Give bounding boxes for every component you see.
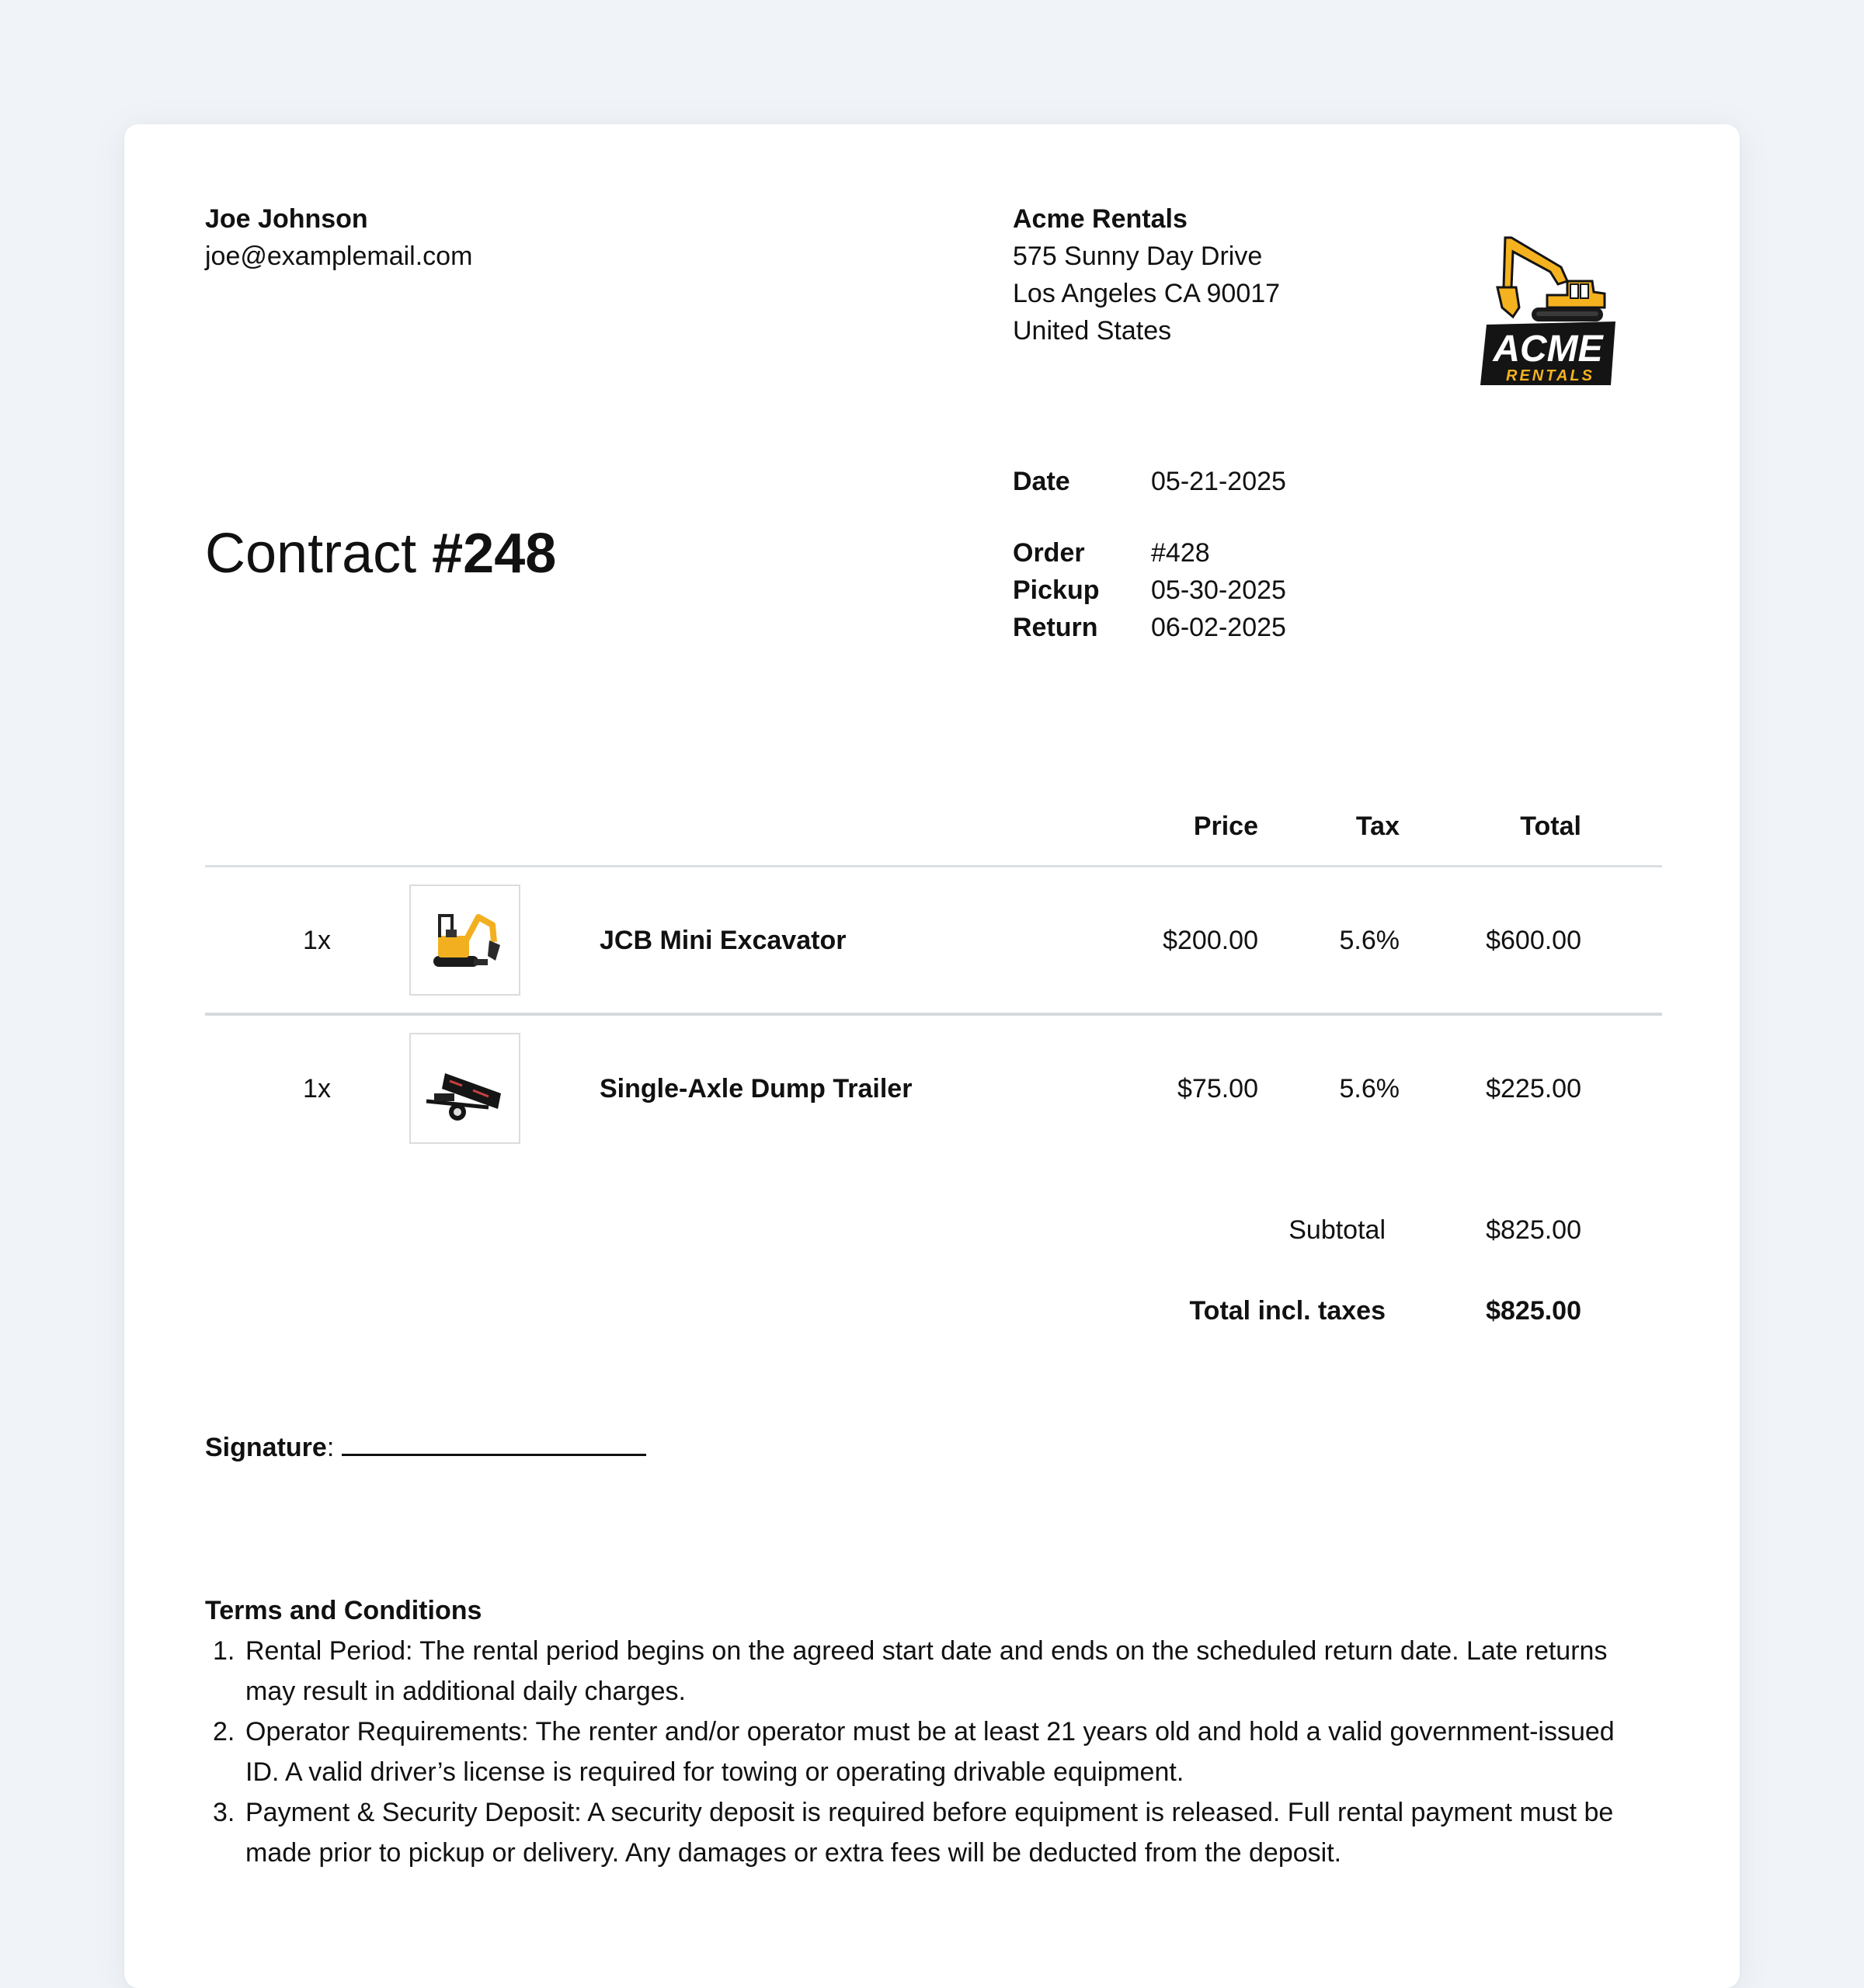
contract-number: #248 bbox=[432, 523, 557, 585]
table-row bbox=[205, 1016, 1662, 1161]
company-country: United States bbox=[1013, 316, 1172, 346]
signature-label: Signature bbox=[205, 1433, 327, 1462]
contract-title-prefix: Contract bbox=[205, 523, 417, 585]
customer-email: joe@examplemail.com bbox=[205, 242, 473, 271]
terms-item: 2. Operator Requirements: The renter and/or operator must be at least 21 years old and hold a valid government-issued ID. A valid driver’s license is required for towing or operating drivable equipment. bbox=[213, 1717, 1615, 1787]
item-tax: 5.6% bbox=[1339, 1074, 1400, 1103]
signature-line[interactable] bbox=[342, 1430, 646, 1456]
terms-heading: Terms and Conditions bbox=[205, 1596, 482, 1625]
meta-return-label: Return bbox=[1013, 613, 1098, 642]
terms-list bbox=[205, 1631, 1634, 1873]
mini-excavator-image bbox=[409, 885, 520, 996]
meta-date-label: Date bbox=[1013, 467, 1070, 496]
terms-item-text: Operator Requirements: The renter and/or operator must be at least 21 years old and hold a valid government-issued ID. A valid driver’s license is required for towing or operating drivable equipment. bbox=[245, 1717, 1615, 1787]
total-row bbox=[205, 1292, 1662, 1373]
item-quantity: 1x bbox=[303, 926, 331, 955]
item-quantity: 1x bbox=[303, 1074, 331, 1103]
subtotal-row bbox=[205, 1211, 1662, 1292]
item-tax: 5.6% bbox=[1339, 926, 1400, 955]
page-title bbox=[205, 519, 556, 589]
meta-pickup-label: Pickup bbox=[1013, 575, 1100, 605]
meta-pickup-value: 05-30-2025 bbox=[1151, 575, 1286, 605]
contract-document bbox=[124, 124, 1740, 1988]
meta-pickup-row bbox=[1013, 572, 1286, 609]
customer-info bbox=[205, 200, 472, 275]
meta-order-row bbox=[1013, 534, 1286, 572]
dump-trailer-image bbox=[409, 1033, 520, 1144]
meta-return-value: 06-02-2025 bbox=[1151, 613, 1286, 642]
meta-order-label: Order bbox=[1013, 538, 1085, 568]
svg-text:ACME: ACME bbox=[1493, 328, 1603, 370]
header-tax: Tax bbox=[1355, 812, 1400, 841]
table-header bbox=[205, 800, 1662, 865]
contract-meta bbox=[1013, 463, 1286, 646]
company-info bbox=[1013, 200, 1280, 349]
company-name: Acme Rentals bbox=[1013, 204, 1188, 234]
company-address-line2: Los Angeles CA 90017 bbox=[1013, 279, 1281, 308]
meta-return-row bbox=[1013, 609, 1286, 646]
item-price: $200.00 bbox=[1163, 926, 1258, 955]
terms-item: 1. Rental Period: The rental period begins on the agreed start date and ends on the scheduled return date. Late returns may result in additional daily charges. bbox=[213, 1636, 1608, 1706]
header-price: Price bbox=[1193, 812, 1258, 841]
customer-name: Joe Johnson bbox=[205, 204, 368, 234]
acme-rentals-logo bbox=[1476, 233, 1623, 388]
svg-text:RENTALS: RENTALS bbox=[1506, 367, 1594, 384]
terms-item: 3. Payment & Security Deposit: A security deposit is required before equipment is released. Full rental payment must be made prior to pickup or delivery. Any damages or extra fees will be deducted from the deposit. bbox=[213, 1798, 1614, 1868]
terms-and-conditions bbox=[205, 1590, 1634, 1873]
total-value: $825.00 bbox=[1486, 1296, 1581, 1326]
item-total: $600.00 bbox=[1486, 926, 1581, 955]
meta-date-row bbox=[1013, 463, 1286, 500]
terms-item-text: Rental Period: The rental period begins on the agreed start date and ends on the scheduled return date. Late returns may result in additional daily charges. bbox=[245, 1636, 1608, 1706]
signature-field bbox=[205, 1429, 646, 1466]
item-price: $75.00 bbox=[1177, 1074, 1258, 1103]
item-name: Single-Axle Dump Trailer bbox=[600, 1074, 913, 1103]
total-label: Total incl. taxes bbox=[1189, 1296, 1386, 1326]
header-total: Total bbox=[1520, 812, 1581, 841]
excavator-logo-icon bbox=[1476, 233, 1623, 388]
company-address-line1: 575 Sunny Day Drive bbox=[1013, 242, 1263, 271]
meta-date-value: 05-21-2025 bbox=[1151, 467, 1286, 496]
subtotal-value: $825.00 bbox=[1486, 1215, 1581, 1245]
table-row bbox=[205, 867, 1662, 1013]
terms-item-text: Payment & Security Deposit: A security deposit is required before equipment is released. Full rental payment must be made prior to pickup or delivery. Any damages or extra fees will be deducted from the deposit. bbox=[245, 1798, 1614, 1868]
signature-colon: : bbox=[326, 1433, 335, 1462]
line-items-table bbox=[205, 800, 1662, 1161]
item-name: JCB Mini Excavator bbox=[600, 926, 847, 955]
meta-order-value: #428 bbox=[1151, 538, 1210, 568]
order-summary bbox=[205, 1211, 1662, 1373]
subtotal-label: Subtotal bbox=[1288, 1215, 1386, 1245]
item-total: $225.00 bbox=[1486, 1074, 1581, 1103]
